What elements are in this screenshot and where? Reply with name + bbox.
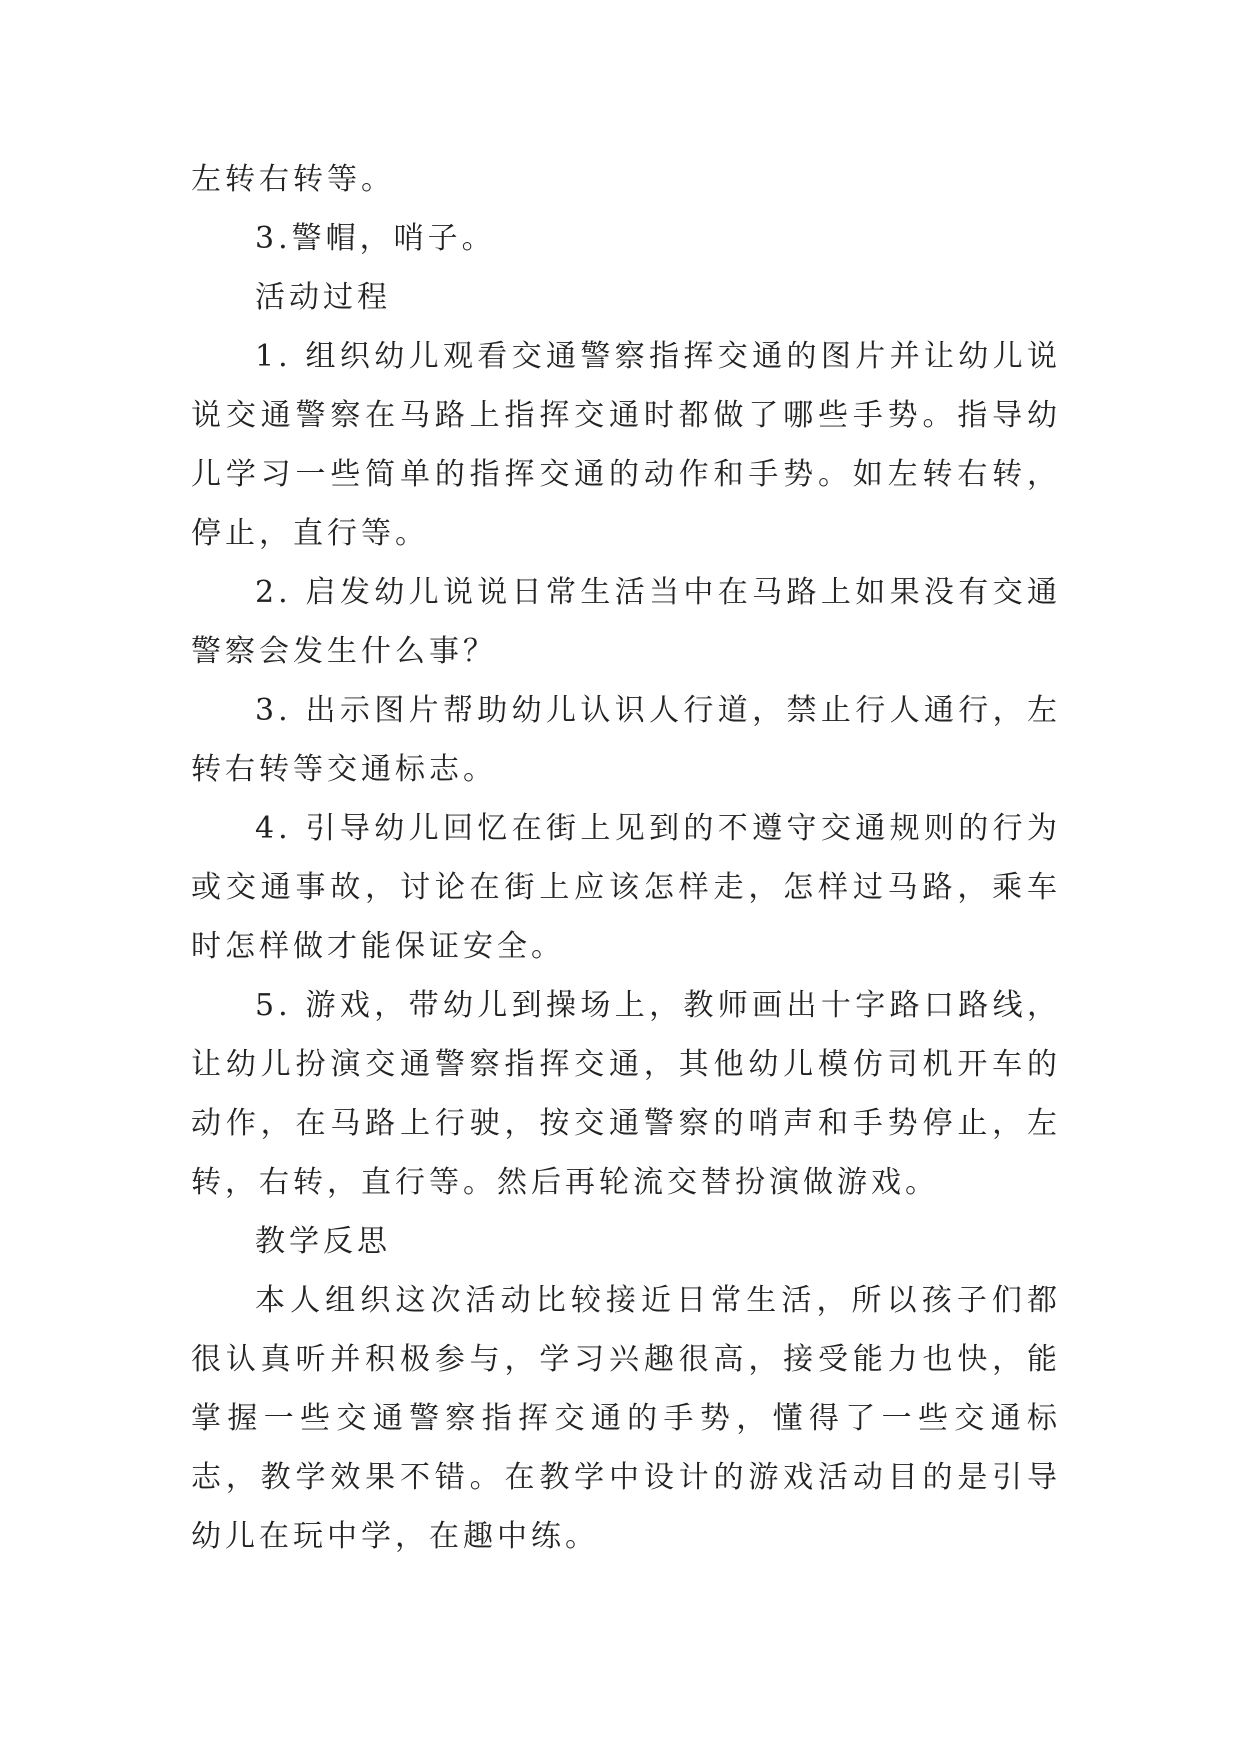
paragraph-continuation: 左转右转等。 [191,162,395,197]
paragraph-step-5: 5. 游戏，带幼儿到操场上，教师画出十字路口路线，让幼儿扮演交通警察指挥交通，其他幼儿模仿司机开车的动作，在马路上行驶，按交通警察的哨声和手势停止，左转，右转，直行等。然后再轮流交替扮演做游戏。 [191,988,1061,1200]
paragraph-step-2: 2. 启发幼儿说说日常生活当中在马路上如果没有交通警察会发生什么事？ [191,575,1061,669]
paragraph-step-1: 1. 组织幼儿观看交通警察指挥交通的图片并让幼儿说说交通警察在马路上指挥交通时都做了哪些手势。指导幼儿学习一些简单的指挥交通的动作和手势。如左转右转，停止，直行等。 [191,339,1061,551]
paragraph-step-4: 4. 引导幼儿回忆在街上见到的不遵守交通规则的行为或交通事故，讨论在街上应该怎样走，怎样过马路，乘车时怎样做才能保证安全。 [191,811,1061,964]
section-heading-activity-process: 活动过程 [255,280,391,315]
paragraph-materials-item-3: 3.警帽，哨子。 [255,221,496,256]
document-body [191,150,1061,1566]
paragraph-step-3: 3. 出示图片帮助幼儿认识人行道，禁止行人通行，左转右转等交通标志。 [191,693,1061,787]
section-heading-teaching-reflection: 教学反思 [255,1224,391,1259]
paragraph-reflection: 本人组织这次活动比较接近日常生活，所以孩子们都很认真听并积极参与，学习兴趣很高，接受能力也快，能掌握一些交通警察指挥交通的手势，懂得了一些交通标志，教学效果不错。在教学中设计的游戏活动目的是引导幼儿在玩中学，在趣中练。 [191,1283,1061,1554]
